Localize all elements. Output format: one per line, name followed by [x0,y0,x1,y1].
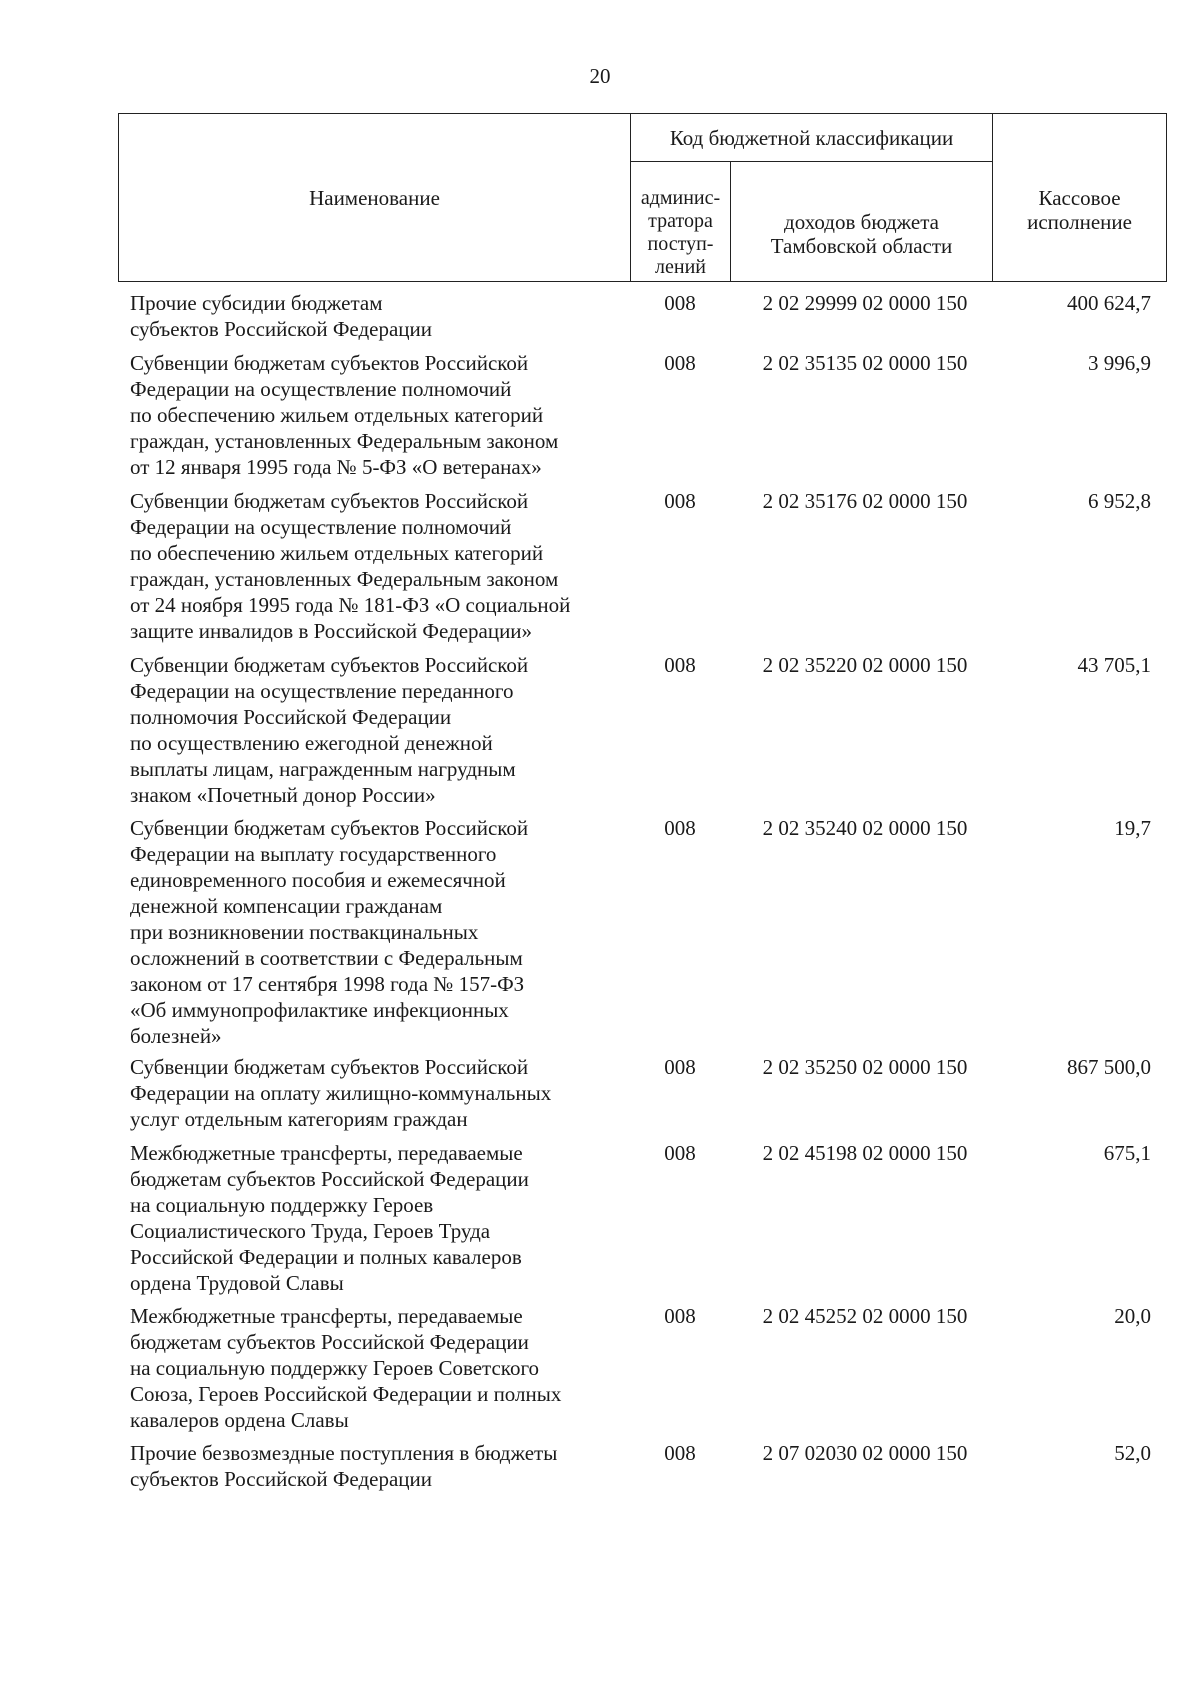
row-admin-code: 008 [664,653,696,677]
row-amount: 43 705,1 [1077,653,1151,677]
row-admin-code: 008 [664,351,696,375]
row-amount: 3 996,9 [1088,351,1151,375]
row-admin-code: 008 [664,816,696,840]
row-amount: 867 500,0 [1067,1055,1151,1079]
header-admin [631,162,731,282]
row-name: Прочие субсидии бюджетам субъектов Российской Федерации [130,291,433,341]
row-name: Прочие безвозмездные поступления в бюджеты субъектов Российской Федерации [130,1441,558,1491]
table-header [118,113,1167,282]
row-amount: 52,0 [1114,1441,1151,1465]
row-amount: 400 624,7 [1067,291,1151,315]
header-budget-code [631,114,993,162]
header-name-text: Наименование [309,185,440,210]
page-number: 20 [589,64,611,88]
header-execution-text: Кассовое исполнение [1027,185,1132,234]
row-name: Субвенции бюджетам субъектов Российской Федерации на осуществление полномочий по обеспечению жильем отдельных категорий граждан, установленных Федеральным законом от 24 ноября 1995 года № 181-ФЗ «О социальной защите инвалидов в Российской Федерации» [130,489,571,643]
header-execution [993,114,1167,282]
row-amount: 6 952,8 [1088,489,1151,513]
header-admin-text: админис- тратора поступ- лений [640,187,721,278]
row-name: Субвенции бюджетам субъектов Российской Федерации на выплату государственного единовременного пособия и ежемесячной денежной компенсации гражданам при возникновении поствакцинальных осложнений в соответствии с Федеральным законом от 17 сентября 1998 года № 157-ФЗ «Об иммунопрофилактике инфекционных болезней» [130,816,529,1048]
row-income-code: 2 02 45198 02 0000 150 [762,1141,968,1165]
row-income-code: 2 02 29999 02 0000 150 [762,291,968,315]
row-name: Межбюджетные трансферты, передаваемые бюджетам субъектов Российской Федерации на социальную поддержку Героев Советского Союза, Героев Российской Федерации и полных кавалеров ордена Славы [130,1304,562,1432]
row-name: Субвенции бюджетам субъектов Российской Федерации на осуществление полномочий по обеспечению жильем отдельных категорий граждан, установленных Федеральным законом от 12 января 1995 года № 5-ФЗ «О ветеранах» [130,351,559,479]
row-income-code: 2 07 02030 02 0000 150 [762,1441,968,1465]
row-admin-code: 008 [664,1441,696,1465]
row-admin-code: 008 [664,1141,696,1165]
row-name: Субвенции бюджетам субъектов Российской Федерации на оплату жилищно-коммунальных услуг отдельным категориям граждан [130,1055,552,1131]
row-admin-code: 008 [664,1055,696,1079]
row-income-code: 2 02 45252 02 0000 150 [762,1304,968,1328]
row-amount: 20,0 [1114,1304,1151,1328]
header-name [119,114,631,282]
row-admin-code: 008 [664,291,696,315]
row-name: Межбюджетные трансферты, передаваемые бюджетам субъектов Российской Федерации на социальную поддержку Героев Социалистического Труда, Героев Труда Российской Федерации и полных кавалеров ордена Трудовой Славы [130,1141,529,1295]
header-income [731,162,993,282]
header-income-text: доходов бюджета Тамбовской области [770,209,953,258]
row-income-code: 2 02 35250 02 0000 150 [762,1055,968,1079]
row-amount: 675,1 [1103,1141,1151,1165]
row-admin-code: 008 [664,489,696,513]
row-income-code: 2 02 35240 02 0000 150 [762,816,968,840]
row-amount: 19,7 [1114,816,1151,840]
header-budget-code-text: Код бюджетной классификации [669,125,954,150]
row-admin-code: 008 [664,1304,696,1328]
row-income-code: 2 02 35220 02 0000 150 [762,653,968,677]
row-name: Субвенции бюджетам субъектов Российской Федерации на осуществление переданного полномочия Российской Федерации по осуществлению ежегодной денежной выплаты лицам, награжденным нагрудным знаком «Почетный донор России» [130,653,529,807]
row-income-code: 2 02 35176 02 0000 150 [762,489,968,513]
row-income-code: 2 02 35135 02 0000 150 [762,351,968,375]
